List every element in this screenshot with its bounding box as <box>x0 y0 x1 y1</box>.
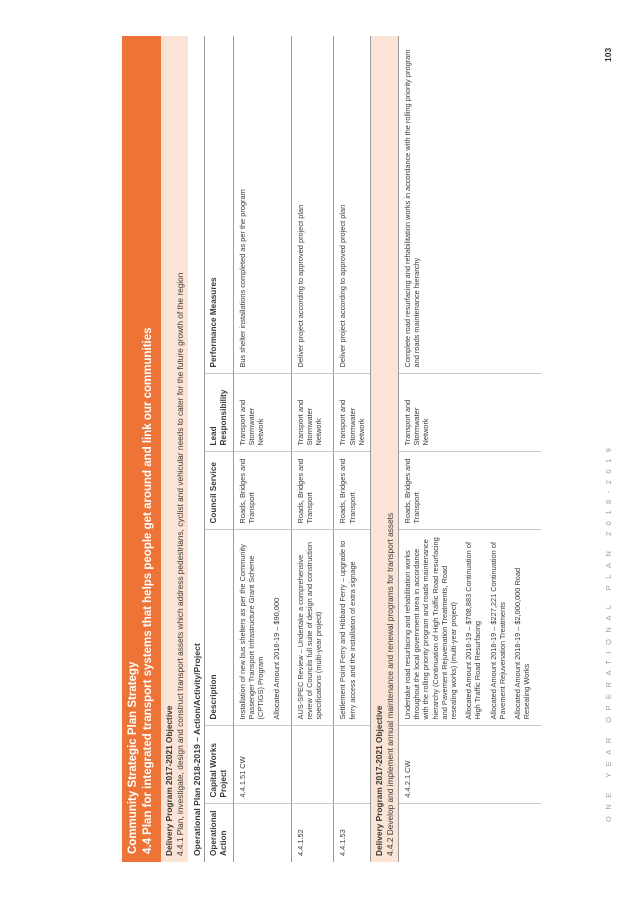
header-operational-action: Operational Action <box>205 804 234 862</box>
cell-lead: Transport and Stormwater Network <box>334 374 370 452</box>
cell-measure: Deliver project according to approved project plan <box>334 36 370 374</box>
cell-action <box>399 804 542 862</box>
cell-description <box>234 530 292 726</box>
cell-action: 4.4.1.52 <box>291 804 334 862</box>
cell-description <box>334 530 370 726</box>
objective-2-text: 4.4.2 Develop and implement annual maintenance and renewal programs for transport assets <box>384 512 395 856</box>
cell-measure: Deliver project according to approved project plan <box>291 36 334 374</box>
header-description: Description <box>205 530 234 726</box>
desc-paragraph: Settlement Point Ferry and Hibbard Ferry – upgrade to ferry access and the installation of extra signage <box>338 540 357 720</box>
banner-title: Community Strategic Plan Strategy <box>127 661 139 854</box>
table-header-row <box>205 36 234 862</box>
cell-lead: Transport and Stormwater Network <box>399 374 542 452</box>
cell-lead: Transport and Stormwater Network <box>291 374 334 452</box>
objective-2-head: Delivery Program 2017-2021 Objective <box>374 705 385 856</box>
cell-service: Roads, Bridges and Transport <box>334 452 370 530</box>
cell-service: Roads, Bridges and Transport <box>399 452 542 530</box>
cell-service: Roads, Bridges and Transport <box>234 452 292 530</box>
cell-lead: Transport and Stormwater Network <box>234 374 292 452</box>
table-row <box>234 36 292 862</box>
objective-2 <box>370 36 398 862</box>
strategy-banner <box>122 36 161 862</box>
cell-action: 4.4.1.53 <box>334 804 370 862</box>
table-row <box>399 36 542 862</box>
cell-action <box>234 804 292 862</box>
action-table-2 <box>398 36 541 862</box>
table-row <box>334 36 370 862</box>
header-council-service: Council Service <box>205 452 234 530</box>
cell-capital <box>334 726 370 804</box>
desc-paragraph: Installation of new bus shelters as per the Community Passenger Transport Infrastructure Grant Scheme (CPTIGS) Program <box>238 544 266 720</box>
cell-capital <box>291 726 334 804</box>
cell-description <box>291 530 334 726</box>
cell-capital: 4.4.2.1 CW <box>399 726 542 804</box>
objective-1 <box>161 36 188 862</box>
desc-paragraph: Allocated Amount 2018-19 – $90,000 <box>271 597 281 720</box>
objective-1-head: Delivery Program 2017-2021 Objective <box>164 705 174 856</box>
objective-1-text: 4.4.1 Plan, investigate, design and construct transport assets which address pedestrians, cyclist and vehicular needs to cater for the future growth of the region <box>174 272 185 856</box>
cell-measure: Bus shelter installations completed as per the program <box>234 36 292 374</box>
operational-plan-title: Operational Plan 2018-2019 – Action/Activity/Project <box>188 36 205 862</box>
action-table <box>205 36 370 862</box>
banner-subtitle: 4.4 Plan for integrated transport systems that helps people get around and link our communities <box>142 327 154 854</box>
header-performance-measures: Performance Measures <box>205 36 234 374</box>
desc-paragraph: Allocated Amount 2018-19 – $2,000,000 Road Resealing Works <box>513 567 532 720</box>
cell-measure: Complete road resurfacing and rehabilitation works in accordance with the rolling priority program and roads maintenance hierarchy <box>399 36 542 374</box>
table-row <box>291 36 334 862</box>
desc-paragraph: Allocated Amount 2018-19 – $708,883 Continuation of High Traffic Road Resurfacing <box>464 541 483 720</box>
footer-text: ONE YEAR OPERATIONAL PLAN 2018-2019 <box>604 441 613 822</box>
desc-paragraph: AUS-SPEC Review – Undertake a comprehensive review of Councils full suite of design and construction specifications (multi-year project) <box>295 542 324 720</box>
header-lead-responsibility: Lead Responsibility <box>205 374 234 452</box>
desc-paragraph: Allocated Amount 2018-19 – $227,221 Continuation of Pavement Rejuvenation Treatments <box>488 541 507 720</box>
page-number: 103 <box>603 47 613 62</box>
page-footer <box>598 36 622 862</box>
cell-capital: 4.4.1.51 CW <box>234 726 292 804</box>
cell-service: Roads, Bridges and Transport <box>291 452 334 530</box>
rotated-page <box>122 36 615 862</box>
desc-paragraph: Undertake road resurfacing and rehabilitation works throughout the local government area in accordance with the rolling priority program and roads maintenance hierarchy (Continuation of High Traffic Road resurfacing and Pavement Rejuvenation Treatments, Road resealing works) (multi-year project) <box>403 537 459 720</box>
header-capital-works: Capital Works Project <box>205 726 234 804</box>
cell-description <box>399 530 542 726</box>
